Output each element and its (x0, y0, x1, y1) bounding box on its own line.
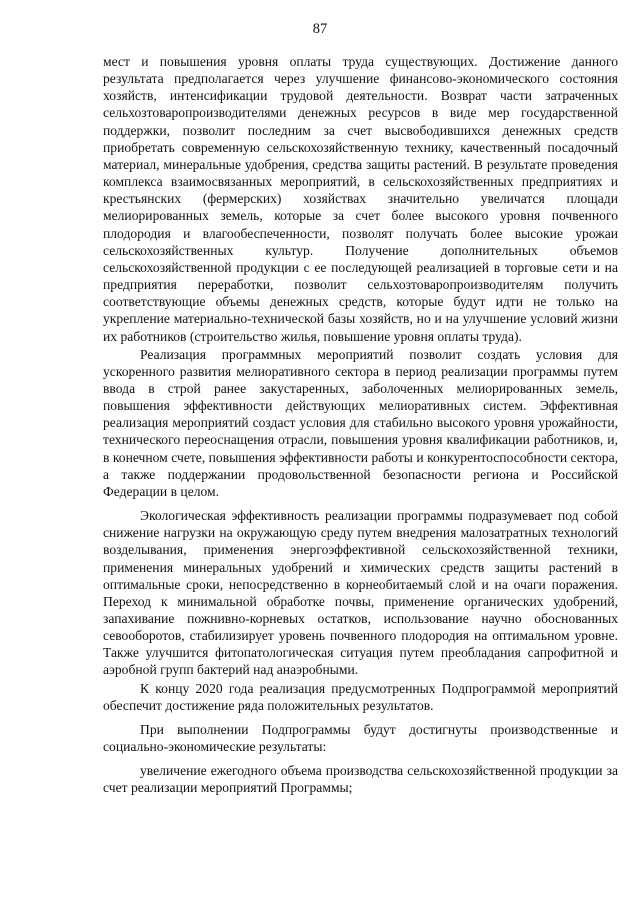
paragraph-subprogram-results: При выполнении Подпрограммы будут достигнуты производственные и социально-экономические результаты: (103, 721, 618, 755)
paragraph-ecological-efficiency: Экологическая эффективность реализации программы подразумевает под собой снижение нагрузки на окружающую среду путем внедрения малозатратных технологий возделывания, применения энергоэффективной сельскохозяйственной техники, применения минеральных удобрений и химических средств защиты растений в оптимальные сроки, непосредственно в корнеобитаемый слой и на очаги поражения. Переход к минимальной обработке почвы, применение органических удобрений, запахивание пожнивно-корневых остатков, использование научно обоснованных севооборотов, стабилизирует уровень почвенного плодородия на оптимальном уровне. Также улучшится фитопатологическая ситуация путем преобладания сапрофитной и аэробной групп бактерий над анаэробными. (103, 508, 618, 678)
paragraph-program-implementation: Реализация программных мероприятий позволит создать условия для ускоренного развития мелиоративного сектора в период реализации программы путем ввода в строй ранее закустаренных, заболоченных мелиорированных земель, повышения эффективности действующих мелиоративных систем. Эффективная реализация мероприятий создаст условия для стабильно высокого уровня урожайности, технического переоснащения отрасли, повышения уровня квалификации работников, и, в конечном счете, повышения эффективности работы и конкурентоспособности сектора, а также поддержании продовольственной безопасности региона и Российской Федерации в целом. (103, 346, 618, 499)
page-number: 87 (312, 21, 328, 37)
document-body (103, 53, 618, 797)
list-item-production-increase: увеличение ежегодного объема производства сельскохозяйственной продукции за счет реализации мероприятий Программы; (103, 763, 618, 796)
paragraph-continued: мест и повышения уровня оплаты труда существующих. Достижение данного результата предполагается через улучшение финансово-экономического состояния хозяйств, интенсификации трудовой деятельности. Возврат части затраченных сельхозтоваропроизводителями денежных ресурсов в виде мер государственной поддержки, позволит последним за счет высвободившихся денежных средств приобретать современную сельскохозяйственную технику, качественный посадочный материал, минеральные удобрения, средства защиты растений. В результате проведения комплекса взаимосвязанных мероприятий, в сельскохозяйственных предприятиях и крестьянских (фермерских) хозяйствах значительно увеличатся площади мелиорированных земель, которые за счет более высокого уровня почвенного плодородия и влагообеспеченности, позволят получать более высокие урожаи сельскохозяйственных культур. Получение дополнительных объемов сельскохозяйственной продукции с ее последующей реализацией в торговые сети и на предприятия переработки, позволит сельхозтоваропроизводителям получить соответствующие объемы денежных средств, которые будут идти не только на укрепление материально-технической базы хозяйств, но и на улучшение условий жизни их работников (строительство жилья, повышение уровня оплаты труда). (103, 54, 618, 344)
paragraph-results-2020: К концу 2020 года реализация предусмотренных Подпрограммой мероприятий обеспечит достижение ряда положительных результатов. (103, 680, 618, 713)
